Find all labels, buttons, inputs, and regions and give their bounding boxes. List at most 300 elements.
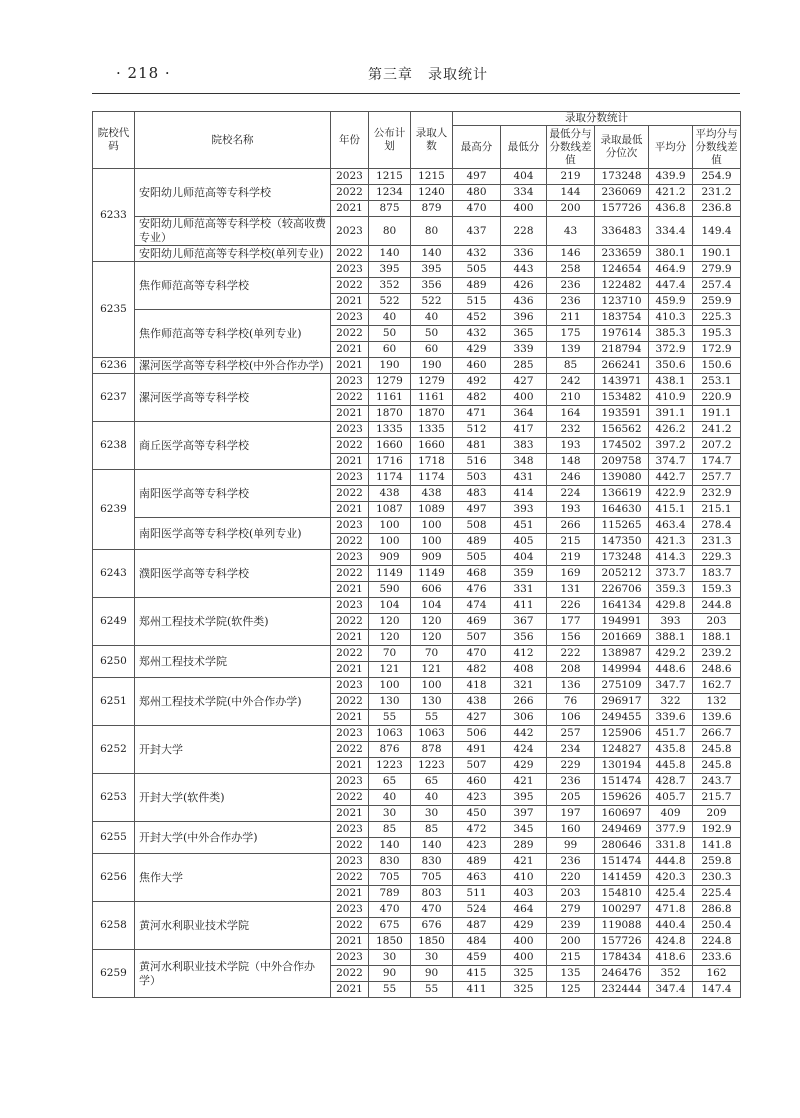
avg-diff-cell: 191.1 — [693, 406, 741, 422]
rank-cell: 205212 — [595, 566, 649, 582]
rank-cell: 157726 — [595, 201, 649, 217]
plan-cell: 50 — [369, 326, 411, 342]
rank-cell: 174502 — [595, 438, 649, 454]
plan-cell: 830 — [369, 854, 411, 870]
rank-cell: 151474 — [595, 774, 649, 790]
admitted-cell: 1063 — [411, 726, 453, 742]
min-score-cell: 412 — [501, 646, 547, 662]
admitted-cell: 909 — [411, 550, 453, 566]
plan-cell: 140 — [369, 246, 411, 262]
avg-cell: 440.4 — [649, 918, 693, 934]
plan-cell: 90 — [369, 966, 411, 982]
plan-cell: 100 — [369, 534, 411, 550]
min-score-cell: 364 — [501, 406, 547, 422]
avg-cell: 322 — [649, 694, 693, 710]
diff-cell: 210 — [547, 390, 595, 406]
min-score-cell: 411 — [501, 598, 547, 614]
plan-cell: 1279 — [369, 374, 411, 390]
avg-cell: 438.1 — [649, 374, 693, 390]
min-score-cell: 400 — [501, 934, 547, 950]
min-score-cell: 325 — [501, 982, 547, 998]
admitted-cell: 60 — [411, 342, 453, 358]
min-score-cell: 395 — [501, 790, 547, 806]
avg-diff-cell: 245.8 — [693, 758, 741, 774]
table-row — [93, 310, 741, 326]
rank-cell: 209758 — [595, 454, 649, 470]
min-score-cell: 443 — [501, 262, 547, 278]
avg-diff-cell: 225.3 — [693, 310, 741, 326]
rank-cell: 173248 — [595, 550, 649, 566]
plan-cell: 470 — [369, 902, 411, 918]
admitted-cell: 100 — [411, 534, 453, 550]
avg-diff-cell: 192.9 — [693, 822, 741, 838]
avg-cell: 447.4 — [649, 278, 693, 294]
diff-cell: 156 — [547, 630, 595, 646]
avg-diff-cell: 239.2 — [693, 646, 741, 662]
diff-cell: 215 — [547, 534, 595, 550]
max-score-cell: 463 — [453, 870, 501, 886]
avg-diff-cell: 254.9 — [693, 169, 741, 185]
year-cell: 2022 — [331, 438, 369, 454]
table-row — [93, 950, 741, 966]
max-score-cell: 468 — [453, 566, 501, 582]
min-score-cell: 325 — [501, 966, 547, 982]
diff-cell: 160 — [547, 822, 595, 838]
avg-cell: 445.8 — [649, 758, 693, 774]
school-code-cell: 6239 — [93, 470, 135, 550]
avg-diff-cell: 278.4 — [693, 518, 741, 534]
min-score-cell: 429 — [501, 918, 547, 934]
min-score-cell: 396 — [501, 310, 547, 326]
max-score-cell: 482 — [453, 390, 501, 406]
max-score-cell: 507 — [453, 758, 501, 774]
avg-cell: 421.2 — [649, 185, 693, 201]
avg-cell: 388.1 — [649, 630, 693, 646]
diff-cell: 139 — [547, 342, 595, 358]
avg-diff-cell: 259.8 — [693, 854, 741, 870]
year-cell: 2022 — [331, 486, 369, 502]
min-score-cell: 442 — [501, 726, 547, 742]
avg-cell: 405.7 — [649, 790, 693, 806]
rank-cell: 156562 — [595, 422, 649, 438]
diff-cell: 144 — [547, 185, 595, 201]
diff-cell: 43 — [547, 217, 595, 246]
min-score-cell: 397 — [501, 806, 547, 822]
avg-diff-cell: 253.1 — [693, 374, 741, 390]
rank-cell: 149994 — [595, 662, 649, 678]
max-score-cell: 418 — [453, 678, 501, 694]
diff-cell: 106 — [547, 710, 595, 726]
plan-cell: 70 — [369, 646, 411, 662]
rank-cell: 119088 — [595, 918, 649, 934]
diff-cell: 203 — [547, 886, 595, 902]
avg-cell: 418.6 — [649, 950, 693, 966]
max-score-cell: 437 — [453, 217, 501, 246]
plan-cell: 705 — [369, 870, 411, 886]
min-score-cell: 367 — [501, 614, 547, 630]
rank-cell: 164134 — [595, 598, 649, 614]
plan-cell: 909 — [369, 550, 411, 566]
diff-cell: 219 — [547, 550, 595, 566]
admitted-cell: 190 — [411, 358, 453, 374]
plan-cell: 1234 — [369, 185, 411, 201]
school-code-cell: 6256 — [93, 854, 135, 902]
avg-diff-cell: 245.8 — [693, 742, 741, 758]
school-code-cell: 6249 — [93, 598, 135, 646]
max-score-cell: 492 — [453, 374, 501, 390]
min-score-cell: 400 — [501, 201, 547, 217]
min-score-cell: 417 — [501, 422, 547, 438]
admitted-cell: 55 — [411, 710, 453, 726]
avg-cell: 463.4 — [649, 518, 693, 534]
min-score-cell: 306 — [501, 710, 547, 726]
avg-diff-cell: 220.9 — [693, 390, 741, 406]
plan-cell: 120 — [369, 614, 411, 630]
year-cell: 2023 — [331, 422, 369, 438]
plan-cell: 65 — [369, 774, 411, 790]
plan-cell: 1087 — [369, 502, 411, 518]
avg-diff-cell: 243.7 — [693, 774, 741, 790]
min-score-cell: 426 — [501, 278, 547, 294]
avg-cell: 397.2 — [649, 438, 693, 454]
plan-cell: 875 — [369, 201, 411, 217]
diff-cell: 219 — [547, 169, 595, 185]
admitted-cell: 1870 — [411, 406, 453, 422]
avg-cell: 372.9 — [649, 342, 693, 358]
rank-cell: 194991 — [595, 614, 649, 630]
avg-cell: 471.8 — [649, 902, 693, 918]
year-cell: 2023 — [331, 678, 369, 694]
school-name-cell: 漯河医学高等专科学校(中外合作办学) — [135, 358, 331, 374]
admitted-cell: 356 — [411, 278, 453, 294]
admitted-cell: 1279 — [411, 374, 453, 390]
admitted-cell: 85 — [411, 822, 453, 838]
admitted-cell: 30 — [411, 950, 453, 966]
rank-cell: 143971 — [595, 374, 649, 390]
year-cell: 2021 — [331, 454, 369, 470]
max-score-cell: 511 — [453, 886, 501, 902]
col-header-code: 院校代码 — [93, 112, 135, 169]
rank-cell: 130194 — [595, 758, 649, 774]
year-cell: 2022 — [331, 534, 369, 550]
admitted-cell: 40 — [411, 310, 453, 326]
school-code-cell: 6250 — [93, 646, 135, 678]
admission-table — [92, 111, 741, 998]
admitted-cell: 1240 — [411, 185, 453, 201]
year-cell: 2021 — [331, 982, 369, 998]
rank-cell: 139080 — [595, 470, 649, 486]
max-score-cell: 471 — [453, 406, 501, 422]
year-cell: 2023 — [331, 774, 369, 790]
rank-cell: 236069 — [595, 185, 649, 201]
min-score-cell: 336 — [501, 246, 547, 262]
admitted-cell: 55 — [411, 982, 453, 998]
diff-cell: 236 — [547, 278, 595, 294]
rank-cell: 122482 — [595, 278, 649, 294]
plan-cell: 1716 — [369, 454, 411, 470]
rank-cell: 141459 — [595, 870, 649, 886]
diff-cell: 224 — [547, 486, 595, 502]
avg-diff-cell: 162.7 — [693, 678, 741, 694]
max-score-cell: 497 — [453, 169, 501, 185]
school-name-cell: 安阳幼儿师范高等专科学校 — [135, 169, 331, 217]
year-cell: 2022 — [331, 246, 369, 262]
avg-diff-cell: 195.3 — [693, 326, 741, 342]
rank-cell: 154810 — [595, 886, 649, 902]
rank-cell: 275109 — [595, 678, 649, 694]
year-cell: 2023 — [331, 950, 369, 966]
school-name-cell: 郑州工程技术学院(中外合作办学) — [135, 678, 331, 726]
diff-cell: 229 — [547, 758, 595, 774]
school-code-cell: 6253 — [93, 774, 135, 822]
year-cell: 2022 — [331, 390, 369, 406]
min-score-cell: 365 — [501, 326, 547, 342]
avg-diff-cell: 259.9 — [693, 294, 741, 310]
max-score-cell: 472 — [453, 822, 501, 838]
min-score-cell: 421 — [501, 774, 547, 790]
avg-cell: 436.8 — [649, 201, 693, 217]
max-score-cell: 411 — [453, 982, 501, 998]
avg-diff-cell: 244.8 — [693, 598, 741, 614]
min-score-cell: 393 — [501, 502, 547, 518]
diff-cell: 193 — [547, 438, 595, 454]
max-score-cell: 505 — [453, 550, 501, 566]
plan-cell: 80 — [369, 217, 411, 246]
avg-cell: 464.9 — [649, 262, 693, 278]
max-score-cell: 497 — [453, 502, 501, 518]
avg-diff-cell: 266.7 — [693, 726, 741, 742]
year-cell: 2022 — [331, 614, 369, 630]
diff-cell: 236 — [547, 854, 595, 870]
avg-diff-cell: 172.9 — [693, 342, 741, 358]
table-row — [93, 518, 741, 534]
col-header-rank: 录取最低分位次 — [595, 126, 649, 169]
max-score-cell: 515 — [453, 294, 501, 310]
admitted-cell: 65 — [411, 774, 453, 790]
avg-diff-cell: 230.3 — [693, 870, 741, 886]
max-score-cell: 460 — [453, 774, 501, 790]
avg-diff-cell: 139.6 — [693, 710, 741, 726]
school-code-cell: 6251 — [93, 678, 135, 726]
admitted-cell: 676 — [411, 918, 453, 934]
avg-diff-cell: 141.8 — [693, 838, 741, 854]
diff-cell: 200 — [547, 934, 595, 950]
avg-diff-cell: 188.1 — [693, 630, 741, 646]
year-cell: 2022 — [331, 185, 369, 201]
min-score-cell: 348 — [501, 454, 547, 470]
admitted-cell: 120 — [411, 630, 453, 646]
admitted-cell: 1161 — [411, 390, 453, 406]
avg-cell: 359.3 — [649, 582, 693, 598]
year-cell: 2023 — [331, 854, 369, 870]
admitted-cell: 80 — [411, 217, 453, 246]
avg-cell: 429.8 — [649, 598, 693, 614]
plan-cell: 100 — [369, 518, 411, 534]
min-score-cell: 356 — [501, 630, 547, 646]
max-score-cell: 427 — [453, 710, 501, 726]
max-score-cell: 460 — [453, 358, 501, 374]
diff-cell: 236 — [547, 294, 595, 310]
diff-cell: 222 — [547, 646, 595, 662]
avg-cell: 352 — [649, 966, 693, 982]
rank-cell: 159626 — [595, 790, 649, 806]
avg-diff-cell: 159.3 — [693, 582, 741, 598]
admitted-cell: 100 — [411, 678, 453, 694]
year-cell: 2021 — [331, 662, 369, 678]
avg-diff-cell: 241.2 — [693, 422, 741, 438]
diff-cell: 135 — [547, 966, 595, 982]
avg-cell: 347.4 — [649, 982, 693, 998]
rank-cell: 125906 — [595, 726, 649, 742]
year-cell: 2023 — [331, 470, 369, 486]
table-row — [93, 358, 741, 374]
school-code-cell: 6258 — [93, 902, 135, 950]
school-code-cell: 6233 — [93, 169, 135, 262]
plan-cell: 100 — [369, 678, 411, 694]
min-score-cell: 403 — [501, 886, 547, 902]
avg-diff-cell: 232.9 — [693, 486, 741, 502]
year-cell: 2022 — [331, 566, 369, 582]
plan-cell: 1161 — [369, 390, 411, 406]
min-score-cell: 464 — [501, 902, 547, 918]
min-score-cell: 266 — [501, 694, 547, 710]
rank-cell: 266241 — [595, 358, 649, 374]
rank-cell: 249455 — [595, 710, 649, 726]
header-rule — [92, 93, 740, 94]
diff-cell: 146 — [547, 246, 595, 262]
table-row — [93, 822, 741, 838]
diff-cell: 175 — [547, 326, 595, 342]
school-name-cell: 郑州工程技术学院(软件类) — [135, 598, 331, 646]
chapter-title: 第三章 录取统计 — [368, 67, 488, 83]
col-header-plan: 公布计划 — [369, 112, 411, 169]
diff-cell: 148 — [547, 454, 595, 470]
max-score-cell: 429 — [453, 342, 501, 358]
year-cell: 2022 — [331, 326, 369, 342]
admitted-cell: 121 — [411, 662, 453, 678]
avg-diff-cell: 174.7 — [693, 454, 741, 470]
year-cell: 2021 — [331, 934, 369, 950]
max-score-cell: 491 — [453, 742, 501, 758]
rank-cell: 193591 — [595, 406, 649, 422]
avg-cell: 410.3 — [649, 310, 693, 326]
max-score-cell: 507 — [453, 630, 501, 646]
max-score-cell: 524 — [453, 902, 501, 918]
school-code-cell: 6236 — [93, 358, 135, 374]
diff-cell: 131 — [547, 582, 595, 598]
school-name-cell: 漯河医学高等专科学校 — [135, 374, 331, 422]
avg-cell: 380.1 — [649, 246, 693, 262]
diff-cell: 232 — [547, 422, 595, 438]
school-name-cell: 安阳幼儿师范高等专科学校(单列专业) — [135, 246, 331, 262]
max-score-cell: 481 — [453, 438, 501, 454]
plan-cell: 40 — [369, 790, 411, 806]
avg-diff-cell: 250.4 — [693, 918, 741, 934]
year-cell: 2023 — [331, 169, 369, 185]
school-name-cell: 安阳幼儿师范高等专科学校（较高收费专业） — [135, 217, 331, 246]
avg-cell: 393 — [649, 614, 693, 630]
avg-cell: 444.8 — [649, 854, 693, 870]
admitted-cell: 522 — [411, 294, 453, 310]
avg-diff-cell: 162 — [693, 966, 741, 982]
max-score-cell: 470 — [453, 201, 501, 217]
avg-diff-cell: 215.7 — [693, 790, 741, 806]
table-row — [93, 374, 741, 390]
avg-diff-cell: 203 — [693, 614, 741, 630]
admitted-cell: 1718 — [411, 454, 453, 470]
plan-cell: 1850 — [369, 934, 411, 950]
max-score-cell: 489 — [453, 534, 501, 550]
diff-cell: 76 — [547, 694, 595, 710]
col-header-max: 最高分 — [453, 126, 501, 169]
avg-cell: 439.9 — [649, 169, 693, 185]
avg-cell: 331.8 — [649, 838, 693, 854]
max-score-cell: 432 — [453, 246, 501, 262]
col-header-admitted: 录取人数 — [411, 112, 453, 169]
avg-cell: 428.7 — [649, 774, 693, 790]
school-name-cell: 焦作师范高等专科学校(单列专业) — [135, 310, 331, 358]
school-name-cell: 开封大学(中外合作办学) — [135, 822, 331, 854]
admitted-cell: 120 — [411, 614, 453, 630]
diff-cell: 164 — [547, 406, 595, 422]
plan-cell: 130 — [369, 694, 411, 710]
admitted-cell: 30 — [411, 806, 453, 822]
max-score-cell: 470 — [453, 646, 501, 662]
plan-cell: 438 — [369, 486, 411, 502]
year-cell: 2021 — [331, 358, 369, 374]
plan-cell: 522 — [369, 294, 411, 310]
avg-diff-cell: 147.4 — [693, 982, 741, 998]
plan-cell: 876 — [369, 742, 411, 758]
admitted-cell: 140 — [411, 246, 453, 262]
min-score-cell: 436 — [501, 294, 547, 310]
rank-cell: 296917 — [595, 694, 649, 710]
admitted-cell: 705 — [411, 870, 453, 886]
school-code-cell: 6237 — [93, 374, 135, 422]
avg-cell: 425.4 — [649, 886, 693, 902]
diff-cell: 136 — [547, 678, 595, 694]
avg-diff-cell: 132 — [693, 694, 741, 710]
col-header-diff: 最低分与分数线差值 — [547, 126, 595, 169]
page-number: · 218 · — [116, 64, 171, 82]
admitted-cell: 830 — [411, 854, 453, 870]
school-name-cell: 开封大学(软件类) — [135, 774, 331, 822]
avg-cell: 350.6 — [649, 358, 693, 374]
plan-cell: 352 — [369, 278, 411, 294]
diff-cell: 125 — [547, 982, 595, 998]
year-cell: 2023 — [331, 310, 369, 326]
avg-cell: 448.6 — [649, 662, 693, 678]
admitted-cell: 1215 — [411, 169, 453, 185]
plan-cell: 1223 — [369, 758, 411, 774]
diff-cell: 197 — [547, 806, 595, 822]
min-score-cell: 404 — [501, 169, 547, 185]
year-cell: 2022 — [331, 646, 369, 662]
rank-cell: 249469 — [595, 822, 649, 838]
max-score-cell: 474 — [453, 598, 501, 614]
plan-cell: 140 — [369, 838, 411, 854]
avg-cell: 429.2 — [649, 646, 693, 662]
plan-cell: 395 — [369, 262, 411, 278]
plan-cell: 55 — [369, 710, 411, 726]
diff-cell: 211 — [547, 310, 595, 326]
admitted-cell: 40 — [411, 790, 453, 806]
table-row — [93, 550, 741, 566]
plan-cell: 55 — [369, 982, 411, 998]
school-name-cell: 南阳医学高等专科学校 — [135, 470, 331, 518]
max-score-cell: 484 — [453, 934, 501, 950]
min-score-cell: 400 — [501, 390, 547, 406]
